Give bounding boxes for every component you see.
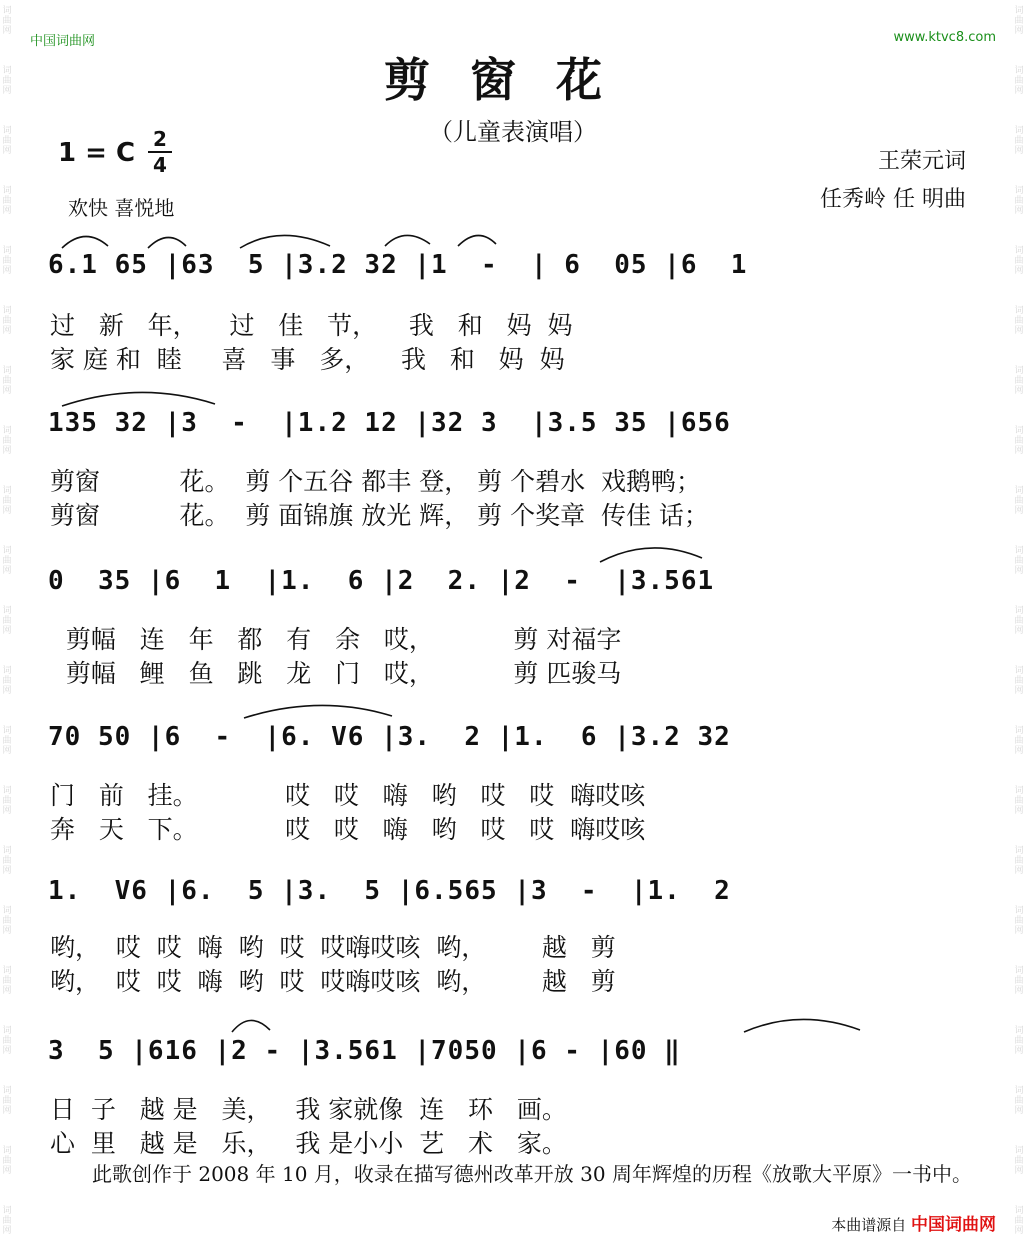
watermark-text: 词 曲 网 — [1014, 846, 1024, 876]
watermark-text: 词 曲 网 — [2, 1026, 12, 1056]
watermark-text: 词 曲 网 — [2, 246, 12, 276]
notes-line: 3 5 |616 |2 - |3.561 |7050 |6 - |60 ‖ — [48, 1036, 681, 1066]
song-title: 剪窗花 — [384, 53, 642, 107]
watermark-text: 词 曲 网 — [1014, 966, 1024, 996]
site-name-left[interactable]: 中国词曲网 — [30, 34, 96, 49]
composer: 任秀岭 任 明曲 — [820, 187, 966, 212]
watermark-text: 词 曲 网 — [1014, 726, 1024, 756]
watermark-text: 词 曲 网 — [2, 426, 12, 456]
song-subtitle: （儿童表演唱） — [429, 118, 597, 146]
watermark-text: 词 曲 网 — [2, 1086, 12, 1116]
watermark-text: 词 曲 网 — [2, 366, 12, 396]
lyrics-verse-2: 心 里 越 是 乐， 我 是小小 艺 术 家。 — [50, 1129, 567, 1158]
watermark-text: 词 曲 网 — [1014, 1206, 1024, 1236]
watermark-text: 词 曲 网 — [2, 1146, 12, 1176]
watermark-text: 词 曲 网 — [2, 546, 12, 576]
watermark-text: 词 曲 网 — [2, 1206, 12, 1236]
watermark-text: 词 曲 网 — [2, 726, 12, 756]
notes-line: 1. V6 |6. 5 |3. 5 |6.565 |3 - |1. 2 — [48, 876, 748, 906]
footer-note: 此歌创作于 2008 年 10 月，收录在描写德州改革开放 30 周年辉煌的历程《放歌大平原》一书中。 — [92, 1162, 972, 1186]
time-sig-top: 2 — [153, 127, 167, 151]
watermark-text: 词 曲 网 — [1014, 306, 1024, 336]
watermark-text: 词 曲 网 — [2, 666, 12, 696]
notes-line: 6.1 65 |63 5 |3.2 32 |1 - | 6 05 |6 1 — [48, 250, 765, 280]
watermark-text: 词 曲 网 — [1014, 1086, 1024, 1116]
watermark-text: 词 曲 网 — [1014, 186, 1024, 216]
source-label: 本曲谱源自 — [831, 1216, 907, 1234]
watermark-text: 词 曲 网 — [1014, 906, 1024, 936]
key-signature: 1 = C — [58, 138, 136, 168]
lyrics-verse-2: 哟， 哎 哎 嗨 哟 哎 哎嗨哎咳 哟， 越 剪 — [50, 967, 616, 996]
watermark-text: 词 曲 网 — [1014, 246, 1024, 276]
site-url-right[interactable]: www.ktvc8.com — [893, 30, 996, 45]
watermark-text: 词 曲 网 — [1014, 1026, 1024, 1056]
source-credit — [831, 1210, 996, 1235]
watermark-text: 词 曲 网 — [1014, 606, 1024, 636]
watermark-text: 词 曲 网 — [2, 966, 12, 996]
watermark-text: 词 曲 网 — [1014, 6, 1024, 36]
notes-line: 135 32 |3 - |1.2 12 |32 3 |3.5 35 |656 — [48, 408, 748, 438]
watermark-text: 词 曲 网 — [2, 606, 12, 636]
notes-line: 70 50 |6 - |6. V6 |3. 2 |1. 6 |3.2 32 — [48, 722, 748, 752]
watermark-text: 词 曲 网 — [1014, 66, 1024, 96]
tempo-marking: 欢快 喜悦地 — [68, 196, 175, 220]
watermark-text: 词 曲 网 — [2, 846, 12, 876]
time-sig-bottom: 4 — [153, 153, 167, 177]
watermark-text: 词 曲 网 — [1014, 546, 1024, 576]
watermark-text: 词 曲 网 — [2, 66, 12, 96]
lyrics-verse-1: 剪幅 连 年 都 有 余 哎， 剪 对福字 — [50, 625, 622, 654]
lyrics-verse-2: 奔 天 下。 哎 哎 嗨 哟 哎 哎 嗨哎咳 — [50, 815, 646, 844]
lyricist: 王荣元词 — [877, 149, 966, 174]
lyrics-verse-1: 过 新 年， 过 佳 节， 我 和 妈 妈 — [50, 311, 573, 340]
watermark-text: 词 曲 网 — [1014, 426, 1024, 456]
watermark-text: 词 曲 网 — [2, 906, 12, 936]
watermark-text: 词 曲 网 — [1014, 786, 1024, 816]
lyrics-verse-2: 剪窗 花。 剪 面锦旗 放光 辉， 剪 个奖章 传佳 话； — [50, 501, 709, 530]
watermark-text: 词 曲 网 — [1014, 486, 1024, 516]
watermark-text: 词 曲 网 — [1014, 366, 1024, 396]
watermark-text: 词 曲 网 — [2, 486, 12, 516]
watermark-text: 词 曲 网 — [2, 126, 12, 156]
lyrics-verse-2: 剪幅 鲤 鱼 跳 龙 门 哎， 剪 匹骏马 — [50, 659, 622, 688]
watermark-text: 词 曲 网 — [2, 6, 12, 36]
watermark-text: 词 曲 网 — [1014, 126, 1024, 156]
watermark-text: 词 曲 网 — [1014, 1146, 1024, 1176]
lyrics-verse-1: 哟， 哎 哎 嗨 哟 哎 哎嗨哎咳 哟， 越 剪 — [50, 933, 616, 962]
lyrics-verse-1: 门 前 挂。 哎 哎 嗨 哟 哎 哎 嗨哎咳 — [50, 781, 646, 810]
watermark-text: 词 曲 网 — [2, 306, 12, 336]
lyrics-verse-1: 日 子 越 是 美， 我 家就像 连 环 画。 — [50, 1095, 567, 1124]
watermark-text: 词 曲 网 — [1014, 666, 1024, 696]
source-site-link[interactable]: 中国词曲网 — [911, 1215, 996, 1235]
lyrics-verse-2: 家 庭 和 睦 喜 事 多， 我 和 妈 妈 — [50, 345, 565, 374]
notes-line: 0 35 |6 1 |1. 6 |2 2. |2 - |3.561 — [48, 566, 731, 596]
watermark-text: 词 曲 网 — [2, 186, 12, 216]
lyrics-verse-1: 剪窗 花。 剪 个五谷 都丰 登， 剪 个碧水 戏鹅鸭； — [50, 467, 701, 496]
watermark-text: 词 曲 网 — [2, 786, 12, 816]
